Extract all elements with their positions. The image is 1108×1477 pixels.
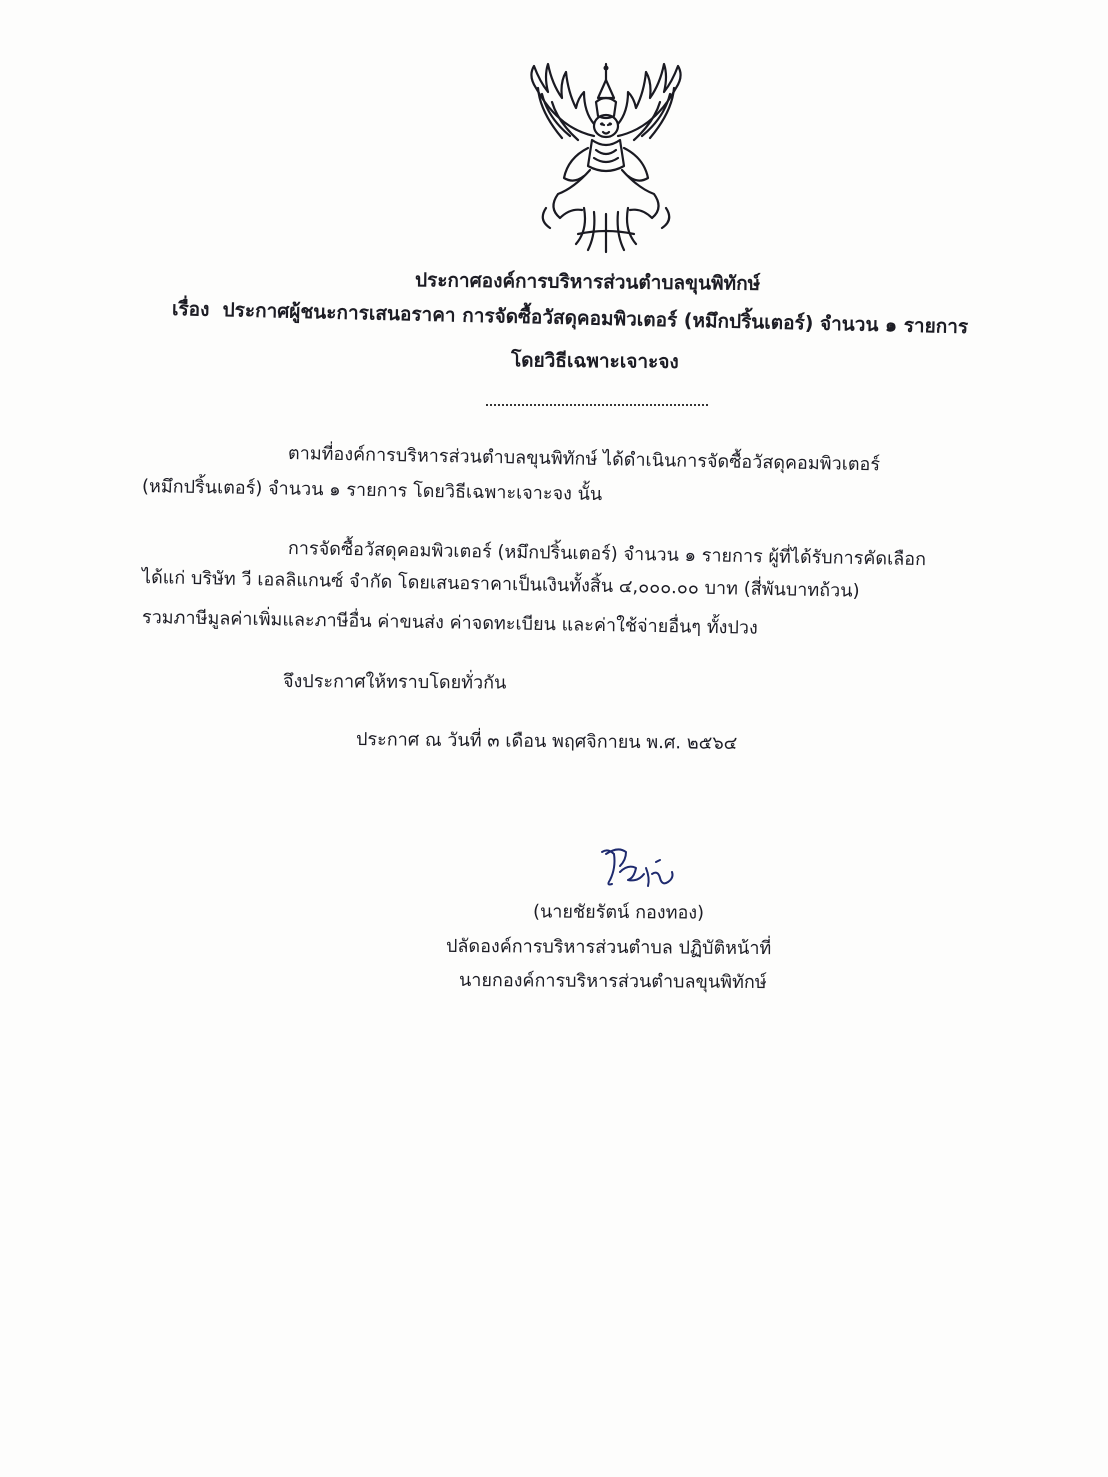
- announcement-subject: [172, 296, 1072, 342]
- announcement-title: ประกาศองค์การบริหารส่วนตำบลขุนพิทักษ์: [414, 269, 761, 295]
- subject-label: เรื่อง: [171, 298, 210, 321]
- signatory-name: (นายชัยรัตน์ กองทอง): [532, 901, 705, 924]
- announcement-date: ประกาศ ณ วันที่ ๓ เดือน พฤศจิกายน พ.ศ. ๒๕๖๔: [355, 729, 738, 754]
- paragraph-2-line-1: การจัดซื้อวัสดุคอมพิวเตอร์ (หมึกปริ้นเตอร์) จำนวน ๑ รายการ ผู้ที่ได้รับการคัดเลือก: [287, 538, 927, 571]
- procurement-method: โดยวิธีเฉพาะเจาะจง: [510, 349, 679, 374]
- dotted-divider: [486, 404, 708, 406]
- subject-text: ประกาศผู้ชนะการเสนอราคา การจัดซื้อวัสดุคอมพิวเตอร์ (หมึกปริ้นเตอร์) จำนวน ๑ รายการ: [222, 299, 969, 339]
- paragraph-2-line-3: รวมภาษีมูลค่าเพิ่มและภาษีอื่น ค่าขนส่ง ค่าจดทะเบียน และค่าใช้จ่ายอื่นๆ ทั้งปวง: [141, 607, 758, 639]
- paragraph-2-line-2: ได้แก่ บริษัท วี เอลลิแกนซ์ จำกัด โดยเสนอราคาเป็นเงินทั้งสิ้น ๔,๐๐๐.๐๐ บาท (สี่พันบาทถ้วน): [141, 567, 860, 602]
- garuda-emblem-icon: [518, 58, 694, 254]
- paragraph-1-line-1: ตามที่องค์การบริหารส่วนตำบลขุนพิทักษ์ ได้ดำเนินการจัดซื้อวัสดุคอมพิวเตอร์: [287, 443, 881, 476]
- signatory-position-line-2: นายกองค์การบริหารส่วนตำบลขุนพิทักษ์: [458, 969, 767, 994]
- signatory-position-line-1: ปลัดองค์การบริหารส่วนตำบล ปฏิบัติหน้าที่: [445, 935, 772, 960]
- paragraph-3: จึงประกาศให้ทราบโดยทั่วกัน: [282, 671, 507, 694]
- handwritten-signature-icon: [596, 844, 680, 894]
- paragraph-1-line-2: (หมึกปริ้นเตอร์) จำนวน ๑ รายการ โดยวิธีเฉพาะเจาะจง นั้น: [141, 476, 603, 506]
